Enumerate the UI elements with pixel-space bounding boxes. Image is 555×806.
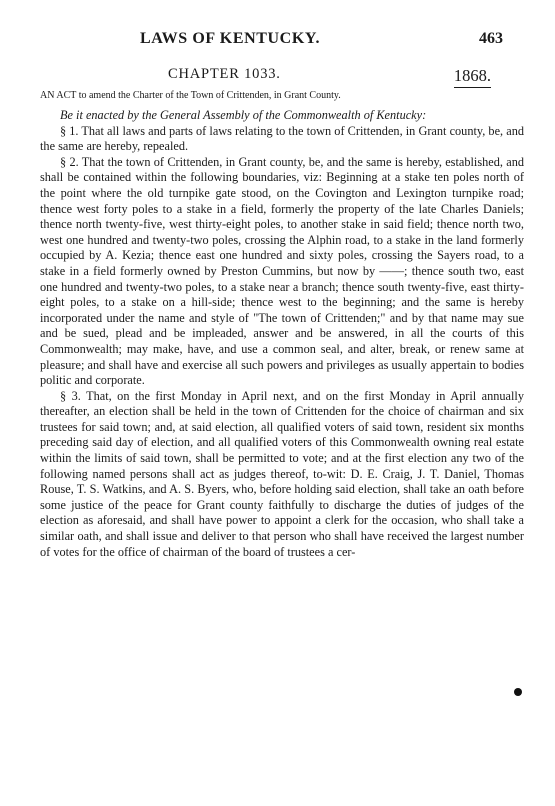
margin-year: 1868. [454,66,491,88]
page-number: 463 [479,30,503,47]
ink-blot-mark [514,688,522,696]
enacting-clause: Be it enacted by the General Assembly of the Commonwealth of Kentucky: [60,108,427,122]
running-head-title: LAWS OF KENTUCKY. [140,30,321,47]
section-1: § 1. That all laws and parts of laws relating to the town of Crittenden, in Grant county, be, and the same are hereby, repealed. [40,123,524,154]
chapter-row [0,66,555,88]
statute-body [40,108,524,560]
chapter-heading: CHAPTER 1033. [168,66,281,82]
section-3: § 3. That, on the first Monday in April next, and on the first Monday in April annually thereafter, an election shall be held in the town of Crittenden for the choice of chairman and six trustees for said town; and, at said election, all qualified voters of said town, resident six months preceding said day of election, and all qualified voters of this Commonwealth owning real estate within the limits of said town, shall be permitted to vote; and at the first election any two of the following named persons shall act as judges thereof, to-wit: D. E. Craig, J. T. Daniel, Thomas Rouse, T. S. Watkins, and A. S. Byers, who, before holding said election, shall take an oath before some justice of the peace for Grant county faithfully to discharge the duties of judges of the election as aforesaid, and shall have power to appoint a clerk for the occasion, who shall take a similar oath, and shall issue and deliver to that person who shall have received the largest number of votes for the office of chairman of the board of trustees a cer- [40,388,524,559]
section-2: § 2. That the town of Crittenden, in Grant county, be, and the same is hereby, established, and shall be contained within the following boundaries, viz: Beginning at a stake ten poles north of the point where the old turnpike gate stood, on the Covington and Lexington turnpike road; thence west forty poles to a stake in a field, formerly the property of the late Charles Daniels; thence north twenty-five, west thirty-eight poles, to another stake in said field; thence north two, west one hundred and twenty-two poles, crossing the Alphin road, to a stake in the land formerly occupied by A. Kezia; thence east one hundred and sixty poles, crossing the Sayers road, to a stake in a field formerly owned by Preston Cummins, but now by ——; thence south two, east one hundred and twenty-two poles, to a stake near a branch; thence south twenty-five, east thirty-eight poles, to a stake on a hill-side; thence west to the beginning; and the same is hereby incorporated under the name and style of "The town of Crittenden;" and by that name may sue and be sued, plead and be impleaded, answer and be answered, in all the courts of this Commonwealth; may make, have, and use a common seal, and alter, break, or renew same at pleasure; and shall have and exercise all such powers and privileges as usually appertain to bodies politic and corporate. [40,154,524,388]
act-title: AN ACT to amend the Charter of the Town of Crittenden, in Grant County. [40,90,341,101]
running-head [0,30,555,52]
